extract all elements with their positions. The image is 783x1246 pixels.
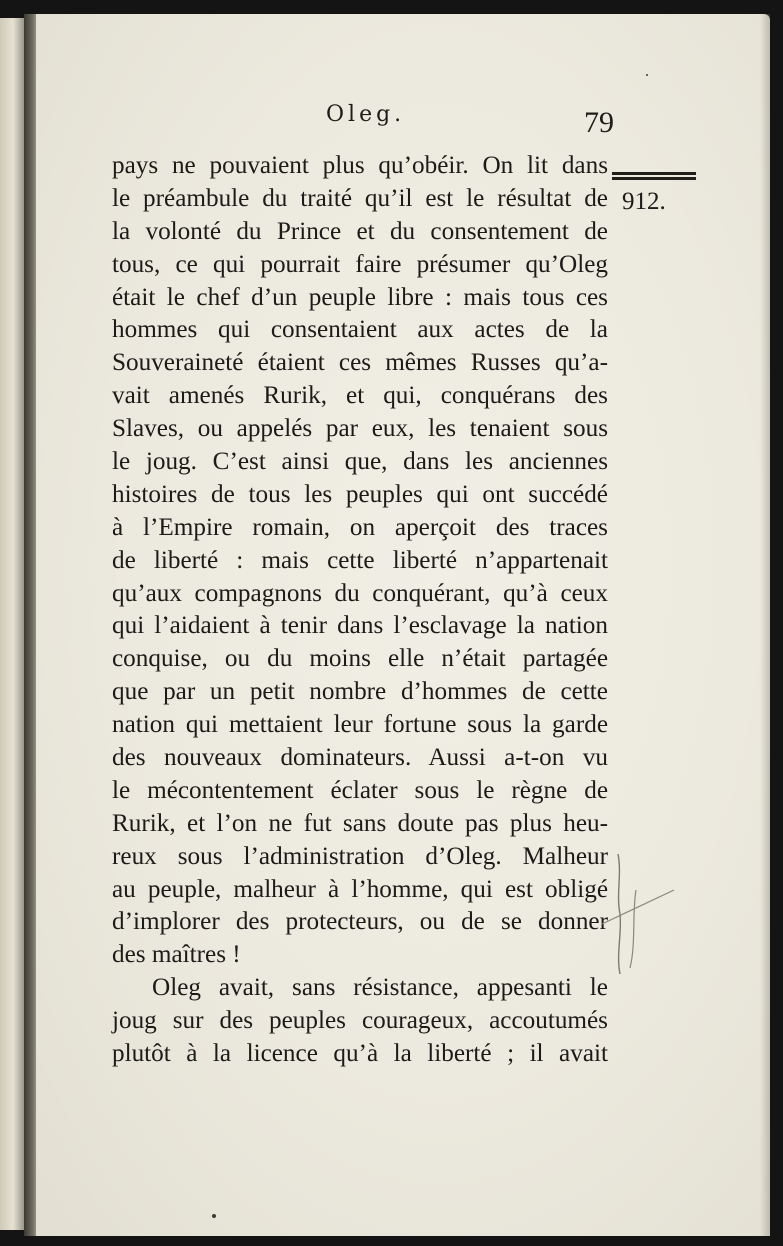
text-line: qu’aux compagnons du conquérant, qu’à ceux [112, 579, 608, 607]
text-line: la volonté du Prince et du consentement de [112, 217, 608, 245]
ink-speck [646, 74, 648, 76]
text-line: tous, ce qui pourrait faire présumer qu’Oleg [112, 250, 608, 278]
text-line: le préambule du traité qu’il est le résultat de [112, 184, 608, 212]
text-line: était le chef d’un peuple libre : mais tous ces [112, 283, 608, 311]
book-page [36, 14, 770, 1236]
text-line: joug sur des peuples courageux, accoutumés [112, 1007, 608, 1035]
text-line: d’implorer des protecteurs, ou de se donner [112, 908, 608, 936]
page-fore-edge [760, 14, 770, 1236]
text-line: nation qui mettaient leur fortune sous la garde [112, 711, 608, 739]
text-line: le joug. C’est ainsi que, dans les anciennes [112, 448, 608, 476]
running-head: Oleg. [326, 102, 406, 127]
margin-double-rule [612, 172, 696, 182]
ink-speck [212, 1214, 216, 1218]
page-number: 79 [584, 106, 614, 139]
text-line: des nouveaux dominateurs. Aussi a-t-on vu [112, 744, 608, 772]
facing-page-edge [0, 18, 24, 1230]
text-line: hommes qui consentaient aux actes de la [112, 316, 608, 344]
text-line: à l’Empire romain, on aperçoit des traces [112, 513, 608, 541]
margin-year-note: 912. [622, 188, 666, 215]
pencil-annotation-mark [596, 844, 686, 984]
text-line: Souveraineté étaient ces mêmes Russes qu’a- [112, 349, 608, 377]
paragraph-first-line: Oleg avait, sans résistance, appesanti le [152, 974, 608, 1002]
text-line: conquise, ou du moins elle n’était partagée [112, 645, 608, 673]
text-line: au peuple, malheur à l’homme, qui est obligé [112, 875, 608, 903]
text-line: que par un petit nombre d’hommes de cette [112, 678, 608, 706]
text-line: vait amenés Rurik, et qui, conquérans des [112, 382, 608, 410]
text-line: de liberté : mais cette liberté n’appartenait [112, 546, 608, 574]
text-line: Slaves, ou appelés par eux, les tenaient sous [112, 415, 608, 443]
text-line: histoires de tous les peuples qui ont succédé [112, 480, 608, 508]
text-line: pays ne pouvaient plus qu’obéir. On lit dans [112, 152, 608, 179]
text-line: reux sous l’administration d’Oleg. Malheur [112, 842, 608, 870]
text-line: qui l’aidaient à tenir dans l’esclavage la nation [112, 612, 608, 640]
text-line: plutôt à la licence qu’à la liberté ; il avait [112, 1040, 608, 1068]
text-line: le mécontentement éclater sous le règne de [112, 776, 608, 804]
body-text [112, 150, 608, 1071]
text-line: des maîtres ! [112, 941, 241, 969]
text-line: Rurik, et l’on ne fut sans doute pas plus heu- [112, 809, 608, 837]
